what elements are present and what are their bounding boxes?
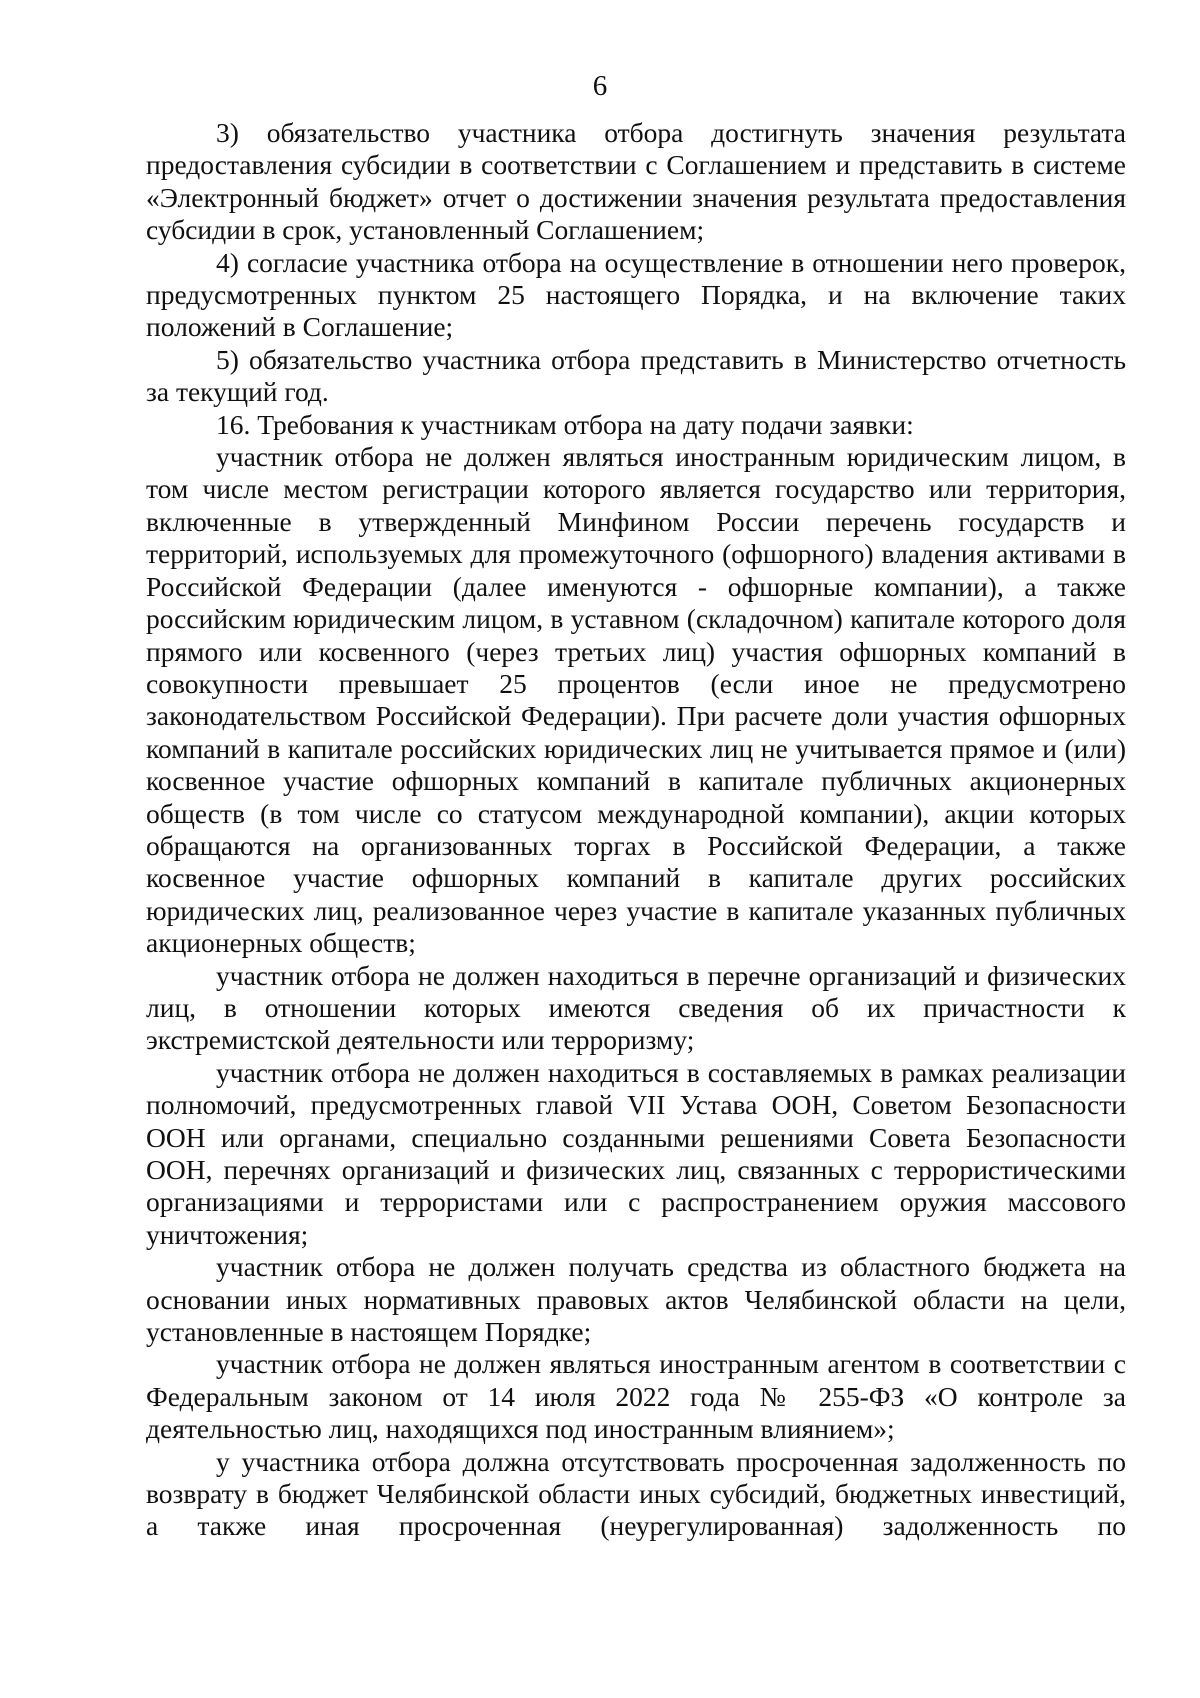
paragraph-un-sanctions-requirement: участник отбора не должен находиться в составляемых в рамках реализации полномочий, предусмотренных главой VII Устава ООН, Советом Безопасности ООН или органами, специально созданными решениями Совета Безопасности ООН, перечнях организаций и физических лиц, связанных с террористическими организациями и террористами или с распространением оружия массового уничтожения; — [146, 1056, 1126, 1250]
paragraph-obligation-result: 3) обязательство участника отбора достигнуть значения результата предоставления субсидии в соответствии с Соглашением и представить в системе «Электронный бюджет» отчет о достижении значения результата предоставления субсидии в срок, установленный Соглашением; — [146, 117, 1126, 246]
page-number: 6 — [592, 70, 608, 102]
paragraph-foreign-agent-requirement: участник отбора не должен являться иностранным агентом в соответствии с Федеральным законом от 14 июля 2022 года № 255-ФЗ «О контроле за деятельностью лиц, находящихся под иностранным влиянием»; — [146, 1348, 1126, 1445]
paragraph-offshore-requirement: участник отбора не должен являться иностранным юридическим лицом, в том числе местом регистрации которого является государство или территория, включенные в утвержденный Минфином России перечень государств и территорий, используемых для промежуточного (офшорного) владения активами в Российской Федерации (далее именуются - офшорные компании), а также российским юридическим лицом, в уставном (складочном) капитале которого доля прямого или косвенного (через третьих лиц) участия офшорных компаний в совокупности превышает 25 процентов (если иное не предусмотрено законодательством Российской Федерации). При расчете доли участия офшорных компаний в капитале российских юридических лиц не учитывается прямое и (или) косвенное участие офшорных компаний в капитале публичных акционерных обществ (в том числе со статусом международной компании), акции которых обращаются на организованных торгах в Российской Федерации, а также косвенное участие офшорных компаний в капитале других российских юридических лиц, реализованное через участие в капитале указанных публичных акционерных обществ; — [146, 441, 1126, 959]
paragraph-section-16-heading: 16. Требования к участникам отбора на дату подачи заявки: — [216, 408, 914, 440]
paragraph-budget-funds-requirement: участник отбора не должен получать средства из областного бюджета на основании иных нормативных правовых актов Челябинской области на цели, установленные в настоящем Порядке; — [146, 1251, 1126, 1348]
paragraph-obligation-reporting: 5) обязательство участника отбора представить в Министерство отчетность за текущий год. — [146, 343, 1126, 408]
paragraph-debt-requirement: у участника отбора должна отсутствовать просроченная задолженность по возврату в бюджет Челябинской области иных субсидий, бюджетных инвестиций, а также иная просроченная (неурегулированная) задолженность по — [146, 1445, 1126, 1542]
paragraph-extremism-requirement: участник отбора не должен находиться в перечне организаций и физических лиц, в отношении которых имеются сведения об их причастности к экстремистской деятельности или терроризму; — [146, 959, 1126, 1056]
paragraph-consent-inspections: 4) согласие участника отбора на осуществление в отношении него проверок, предусмотренных пунктом 25 настоящего Порядка, и на включение таких положений в Соглашение; — [146, 246, 1126, 343]
document-body — [146, 117, 1126, 1543]
